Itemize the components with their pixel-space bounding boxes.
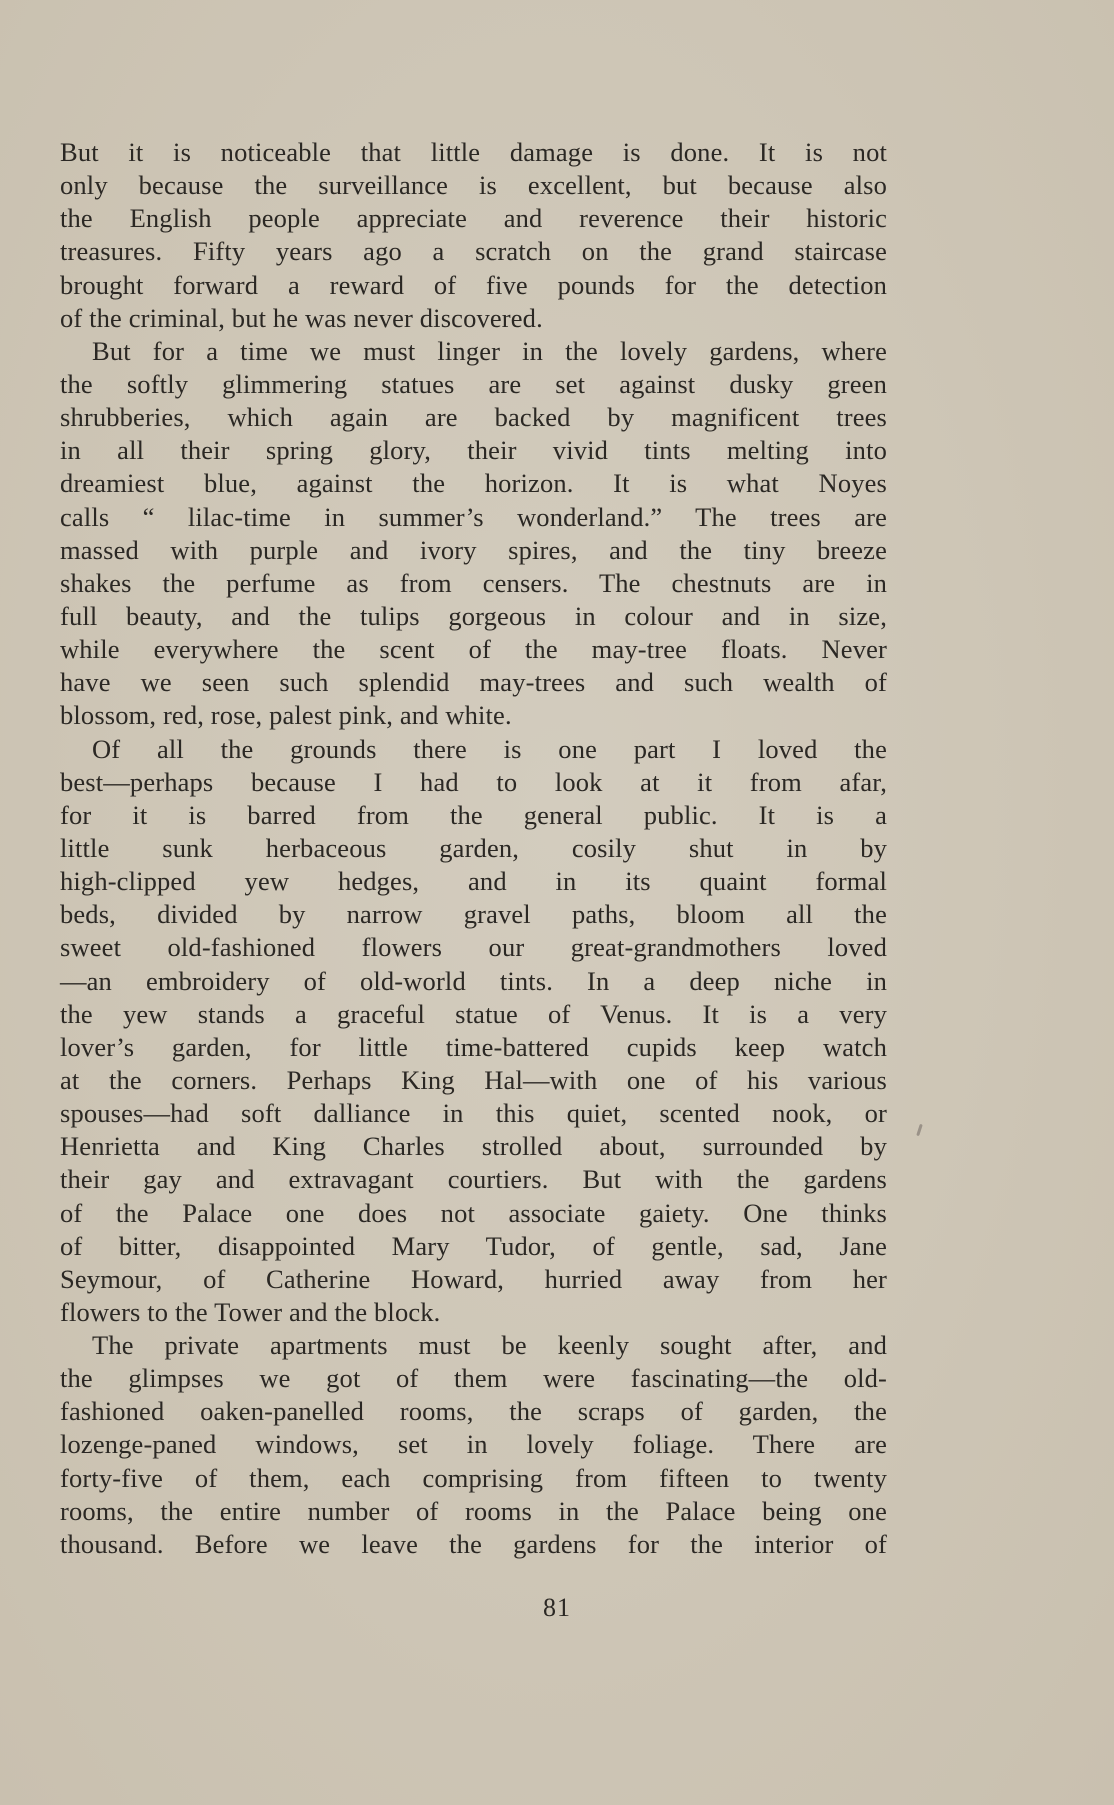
text-line: of bitter, disappointed Mary Tudor, of gentle, sad, Jane [60,1230,887,1261]
text-line: rooms, the entire number of rooms in the Palace being one [60,1495,887,1526]
text-line: the glimpses we got of them were fascinating—the old- [60,1363,887,1394]
text-line: high-clipped yew hedges, and in its quaint formal [60,866,887,897]
text-line: Henrietta and King Charles strolled about, surrounded by [60,1131,887,1162]
text-line: fashioned oaken-panelled rooms, the scraps of garden, the [60,1396,887,1427]
text-line: forty-five of them, each comprising from fifteen to twenty [60,1462,887,1493]
text-line: But for a time we must linger in the lovely gardens, where [92,335,887,366]
text-line: But it is noticeable that little damage is done. It is not [60,137,887,167]
text-line: calls “ lilac-time in summer’s wonderland.” The trees are [60,501,887,532]
margin-mark [916,1124,923,1136]
text-line: thousand. Before we leave the gardens for the interior of [60,1528,887,1559]
text-line: of the Palace one does not associate gaiety. One thinks [60,1197,887,1228]
text-line: full beauty, and the tulips gorgeous in colour and in size, [60,600,887,631]
text-line: in all their spring glory, their vivid tints melting into [60,435,887,466]
text-line: little sunk herbaceous garden, cosily shut in by [60,832,887,863]
text-line: Seymour, of Catherine Howard, hurried away from her [60,1263,887,1294]
page-number: 81 [543,1593,571,1622]
text-line: shakes the perfume as from censers. The chestnuts are in [60,567,887,598]
text-line: dreamiest blue, against the horizon. It is what Noyes [60,468,887,499]
text-line: the softly glimmering statues are set against dusky green [60,368,887,399]
text-line: best—perhaps because I had to look at it from afar, [60,766,887,797]
text-line: The private apartments must be keenly sought after, and [92,1330,887,1361]
text-line: the yew stands a graceful statue of Venus. It is a very [60,998,887,1029]
text-line: shrubberies, which again are backed by magnificent trees [60,402,887,433]
text-line: for it is barred from the general public. It is a [60,799,887,830]
text-line: brought forward a reward of five pounds for the detection [60,269,887,300]
text-line: lover’s garden, for little time-battered cupids keep watch [60,1031,887,1062]
text-line: only because the surveillance is excellent, but because also [60,170,887,201]
text-line: while everywhere the scent of the may-tree floats. Never [60,634,887,665]
text-line: treasures. Fifty years ago a scratch on the grand staircase [60,236,887,267]
text-line: blossom, red, rose, palest pink, and white. [60,700,512,731]
text-line: the English people appreciate and reverence their historic [60,203,887,234]
text-line: of the criminal, but he was never discovered. [60,302,543,333]
text-line: their gay and extravagant courtiers. But with the gardens [60,1164,887,1195]
text-line: beds, divided by narrow gravel paths, bloom all the [60,899,887,930]
text-line: massed with purple and ivory spires, and the tiny breeze [60,534,887,565]
text-line: sweet old-fashioned flowers our great-grandmothers loved [60,932,887,963]
text-line: —an embroidery of old-world tints. In a deep niche in [60,965,887,996]
text-line: at the corners. Perhaps King Hal—with one of his various [60,1064,887,1095]
body-text [60,136,887,1561]
text-line: lozenge-paned windows, set in lovely foliage. There are [60,1429,887,1460]
text-line: spouses—had soft dalliance in this quiet, scented nook, or [60,1098,887,1129]
text-line: have we seen such splendid may-trees and such wealth of [60,667,887,698]
text-line: flowers to the Tower and the block. [60,1296,441,1327]
text-line: Of all the grounds there is one part I loved the [92,733,887,764]
